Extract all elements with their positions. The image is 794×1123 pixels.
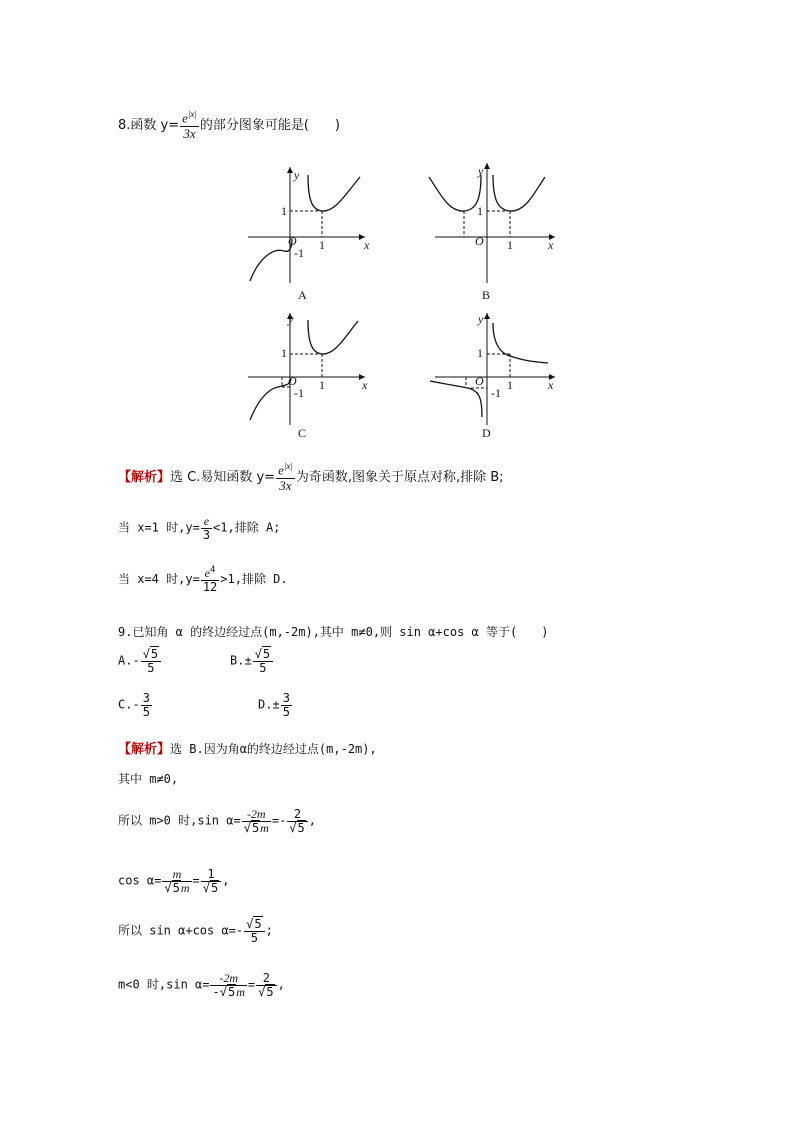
graph-a-tick-neg1: -1	[294, 246, 304, 260]
graph-c-tick-x1: 1	[319, 378, 325, 392]
graph-a-tick-y1: 1	[281, 204, 287, 218]
graph-d-origin: O	[475, 374, 484, 388]
graph-c	[248, 312, 368, 440]
q8-graphs	[230, 155, 570, 445]
q9-option-c: C.- $\frac{3}{5}$	[118, 691, 150, 719]
q9-stem: 9.已知角 α 的终边经过点(m,-2m),其中 m≠0,则 sin α+cos α 等于( )	[118, 625, 549, 639]
sol9-line4: cos α= $\frac{m}{√5m}$ = $\frac{1}{√5}$ ,	[118, 867, 230, 895]
q9-option-b: B.± $\frac{√5}{5}$	[230, 648, 274, 674]
graph-d-tick-neg1: -1	[491, 386, 501, 400]
q8-fraction: $\frac{e^{|x|}}{3x}$	[182, 109, 197, 141]
graph-b-tick-y1: 1	[477, 204, 483, 218]
q8-stem-a: 函数 y=	[130, 117, 180, 133]
q8-number: 8.	[118, 117, 131, 133]
graph-b-y-label: y	[478, 164, 484, 178]
graph-b-curve-left	[429, 175, 481, 211]
graph-c-curve-right	[308, 320, 358, 354]
graph-a-y-label: y	[294, 168, 300, 182]
q9-option-a: A.- $\frac{√5}{5}$	[118, 648, 162, 674]
graph-a-tick-x1: 1	[319, 238, 325, 252]
graph-b-tick-x1: 1	[507, 238, 513, 252]
graph-d-y-label: y	[478, 312, 484, 326]
graph-c-curve-left	[250, 379, 291, 420]
sol8-line1: 【解析】选 C.易知函数 y= $\frac{e^{|x|}}{3x}$ 为奇函数,图象关于原点对称,排除 B;	[118, 461, 504, 493]
graph-d	[430, 312, 555, 440]
graph-a-curve-left	[250, 239, 292, 281]
graph-d-tick-x1: 1	[507, 378, 513, 392]
graph-b	[429, 163, 555, 302]
sol9-line1: 【解析】选 B.因为角α的终边经过点(m,-2m),	[118, 742, 377, 757]
q9-option-d: D.± $\frac{3}{5}$	[258, 691, 290, 719]
graph-d-x-label: x	[548, 378, 554, 392]
sol8-fraction: $\frac{e^{|x|}}{3x}$	[278, 461, 293, 493]
graph-a-origin: O	[288, 234, 297, 248]
graph-a	[248, 167, 370, 302]
q8-stem-b: 的部分图象可能是( )	[199, 117, 341, 133]
sol8-tag: 【解析】	[118, 469, 171, 485]
graph-b-origin: O	[475, 234, 484, 248]
graph-c-tick-y1: 1	[281, 346, 287, 360]
graph-c-label: C	[298, 426, 307, 440]
graph-c-y-label: y	[288, 312, 294, 326]
graph-d-label: D	[482, 426, 491, 440]
sol8-line2: 当 x=1 时,y= $\frac{e}{3}$ <1,排除 A;	[118, 514, 281, 542]
graph-b-x-label: x	[548, 238, 554, 252]
graph-c-origin: O	[288, 374, 297, 388]
sol8-line3: 当 x=4 时,y= $\frac{e^4}{12}$ >1,排除 D.	[118, 565, 288, 594]
sol9-line6: m<0 时,sin α= $\frac{-2m}{-√5m}$ = $\frac{2}{√5}$ ,	[118, 971, 285, 999]
sol9-line5: 所以 sin α+cos α=- $\frac{√5}{5}$ ;	[118, 917, 273, 945]
graph-a-label: A	[298, 288, 307, 302]
sol9-line3: 所以 m>0 时,sin α= $\frac{-2m}{√5m}$ =- $\frac{2}{√5}$ ,	[118, 807, 316, 835]
sol9-line2: 其中 m≠0,	[118, 772, 179, 786]
graph-b-label: B	[482, 288, 491, 302]
graph-a-curve-right	[308, 175, 360, 211]
graph-c-x-label: x	[362, 378, 368, 392]
graph-d-tick-y1: 1	[477, 346, 483, 360]
sol9-tag: 【解析】	[118, 742, 171, 757]
graph-a-x-label: x	[364, 238, 370, 252]
graph-d-curve-right	[493, 323, 548, 363]
graph-c-tick-neg1: -1	[294, 386, 304, 400]
graph-b-curve-right	[493, 175, 545, 211]
q8-stem	[118, 110, 340, 141]
